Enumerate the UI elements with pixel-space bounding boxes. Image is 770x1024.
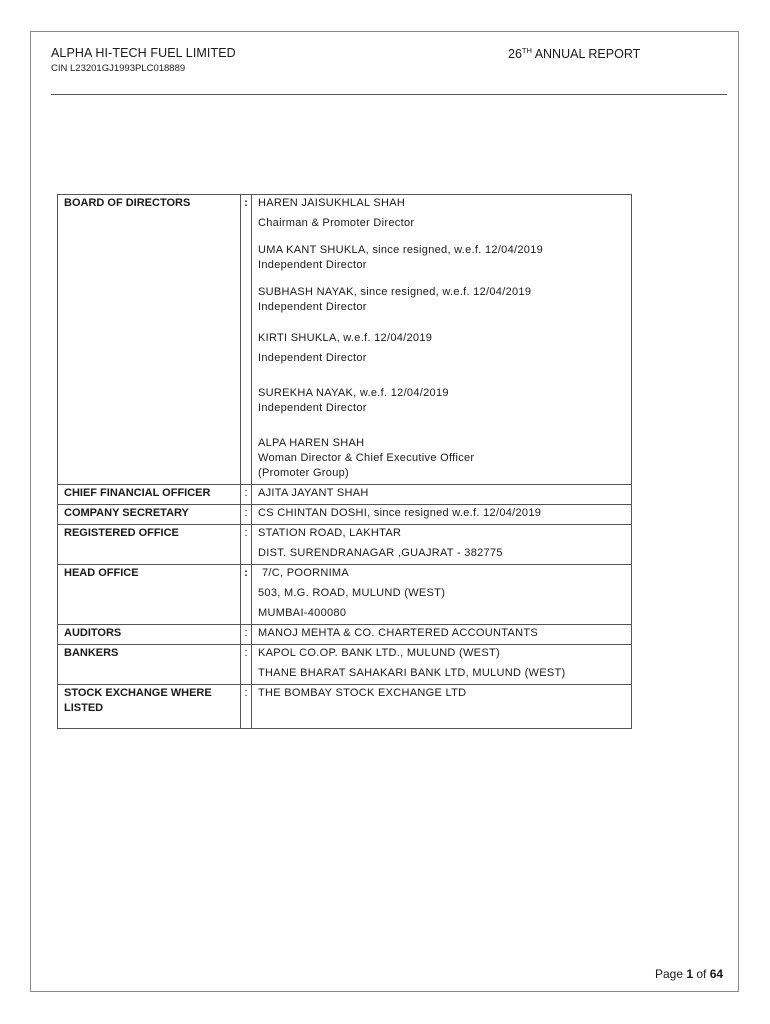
- auditors-label: AUDITORS: [58, 625, 241, 645]
- address-line: STATION ROAD, LAKHTAR: [258, 527, 402, 539]
- stock-exchange-value: THE BOMBAY STOCK EXCHANGE LTD: [252, 685, 632, 729]
- colon: :: [241, 645, 252, 685]
- cin-number: CIN L23201GJ1993PLC018889: [51, 63, 186, 74]
- table-row-registered-office: [58, 525, 632, 565]
- page-of: of: [693, 967, 710, 981]
- address-line: 7/C, POORNIMA: [262, 567, 350, 579]
- colon: :: [241, 505, 252, 525]
- colon: :: [241, 565, 252, 625]
- current-page: 1: [686, 967, 694, 981]
- header-rule: [51, 94, 727, 95]
- company-info-table: [57, 194, 632, 729]
- secretary-label: COMPANY SECRETARY: [58, 505, 241, 525]
- colon: :: [241, 525, 252, 565]
- bankers-value: [252, 645, 632, 685]
- table-row-cfo: [58, 485, 632, 505]
- bank-name: THANE BHARAT SAHAKARI BANK LTD, MULUND (WEST): [258, 667, 566, 679]
- director-name: KIRTI SHUKLA, w.e.f. 12/04/2019: [258, 332, 433, 344]
- colon: :: [241, 195, 252, 485]
- address-line: DIST. SURENDRANAGAR ,GUAJRAT - 382775: [258, 547, 503, 559]
- head-office-label: HEAD OFFICE: [58, 565, 241, 625]
- table-row-board: [58, 195, 632, 485]
- director-name: HAREN JAISUKHLAL SHAH: [258, 197, 406, 209]
- table-row-stock-exchange: [58, 685, 632, 729]
- colon: :: [241, 485, 252, 505]
- address-line: MUMBAI-400080: [258, 607, 347, 619]
- head-office-value: [252, 565, 632, 625]
- bankers-label: BANKERS: [58, 645, 241, 685]
- board-value: [252, 195, 632, 485]
- director-name: ALPA HAREN SHAH: [258, 437, 365, 449]
- total-pages: 64: [709, 967, 724, 981]
- cfo-value: AJITA JAYANT SHAH: [252, 485, 632, 505]
- director-role: Independent Director: [258, 352, 367, 364]
- table-row-head-office: [58, 565, 632, 625]
- director-role: Independent Director: [258, 259, 367, 271]
- registered-office-label: REGISTERED OFFICE: [58, 525, 241, 565]
- registered-office-value: [252, 525, 632, 565]
- report-label: ANNUAL REPORT: [531, 47, 641, 61]
- table-row-bankers: [58, 645, 632, 685]
- table-row-auditors: [58, 625, 632, 645]
- page-number: [655, 967, 723, 981]
- address-line: 503, M.G. ROAD, MULUND (WEST): [258, 587, 446, 599]
- company-name: ALPHA HI-TECH FUEL LIMITED: [51, 46, 236, 60]
- stock-exchange-label: STOCK EXCHANGE WHERE LISTED: [58, 685, 241, 729]
- director-role-note: (Promoter Group): [258, 467, 349, 479]
- director-role: Woman Director & Chief Executive Officer: [258, 452, 475, 464]
- cfo-label: CHIEF FINANCIAL OFFICER: [58, 485, 241, 505]
- report-ordinal: TH: [521, 46, 532, 55]
- director-name: UMA KANT SHUKLA, since resigned, w.e.f. 12/04/2019: [258, 244, 544, 256]
- director-role: Chairman & Promoter Director: [258, 217, 415, 229]
- colon: :: [241, 685, 252, 729]
- secretary-value: CS CHINTAN DOSHI, since resigned w.e.f. 12/04/2019: [252, 505, 632, 525]
- board-label: BOARD OF DIRECTORS: [58, 195, 241, 485]
- report-title: [508, 46, 640, 61]
- report-number: 26: [508, 47, 522, 61]
- director-name: SUREKHA NAYAK, w.e.f. 12/04/2019: [258, 387, 449, 399]
- director-role: Independent Director: [258, 402, 367, 414]
- table-row-secretary: [58, 505, 632, 525]
- colon: :: [241, 625, 252, 645]
- page-prefix: Page: [655, 967, 687, 981]
- bank-name: KAPOL CO.OP. BANK LTD., MULUND (WEST): [258, 647, 500, 659]
- director-role: Independent Director: [258, 301, 367, 313]
- auditors-value: MANOJ MEHTA & CO. CHARTERED ACCOUNTANTS: [252, 625, 632, 645]
- director-name: SUBHASH NAYAK, since resigned, w.e.f. 12/04/2019: [258, 286, 532, 298]
